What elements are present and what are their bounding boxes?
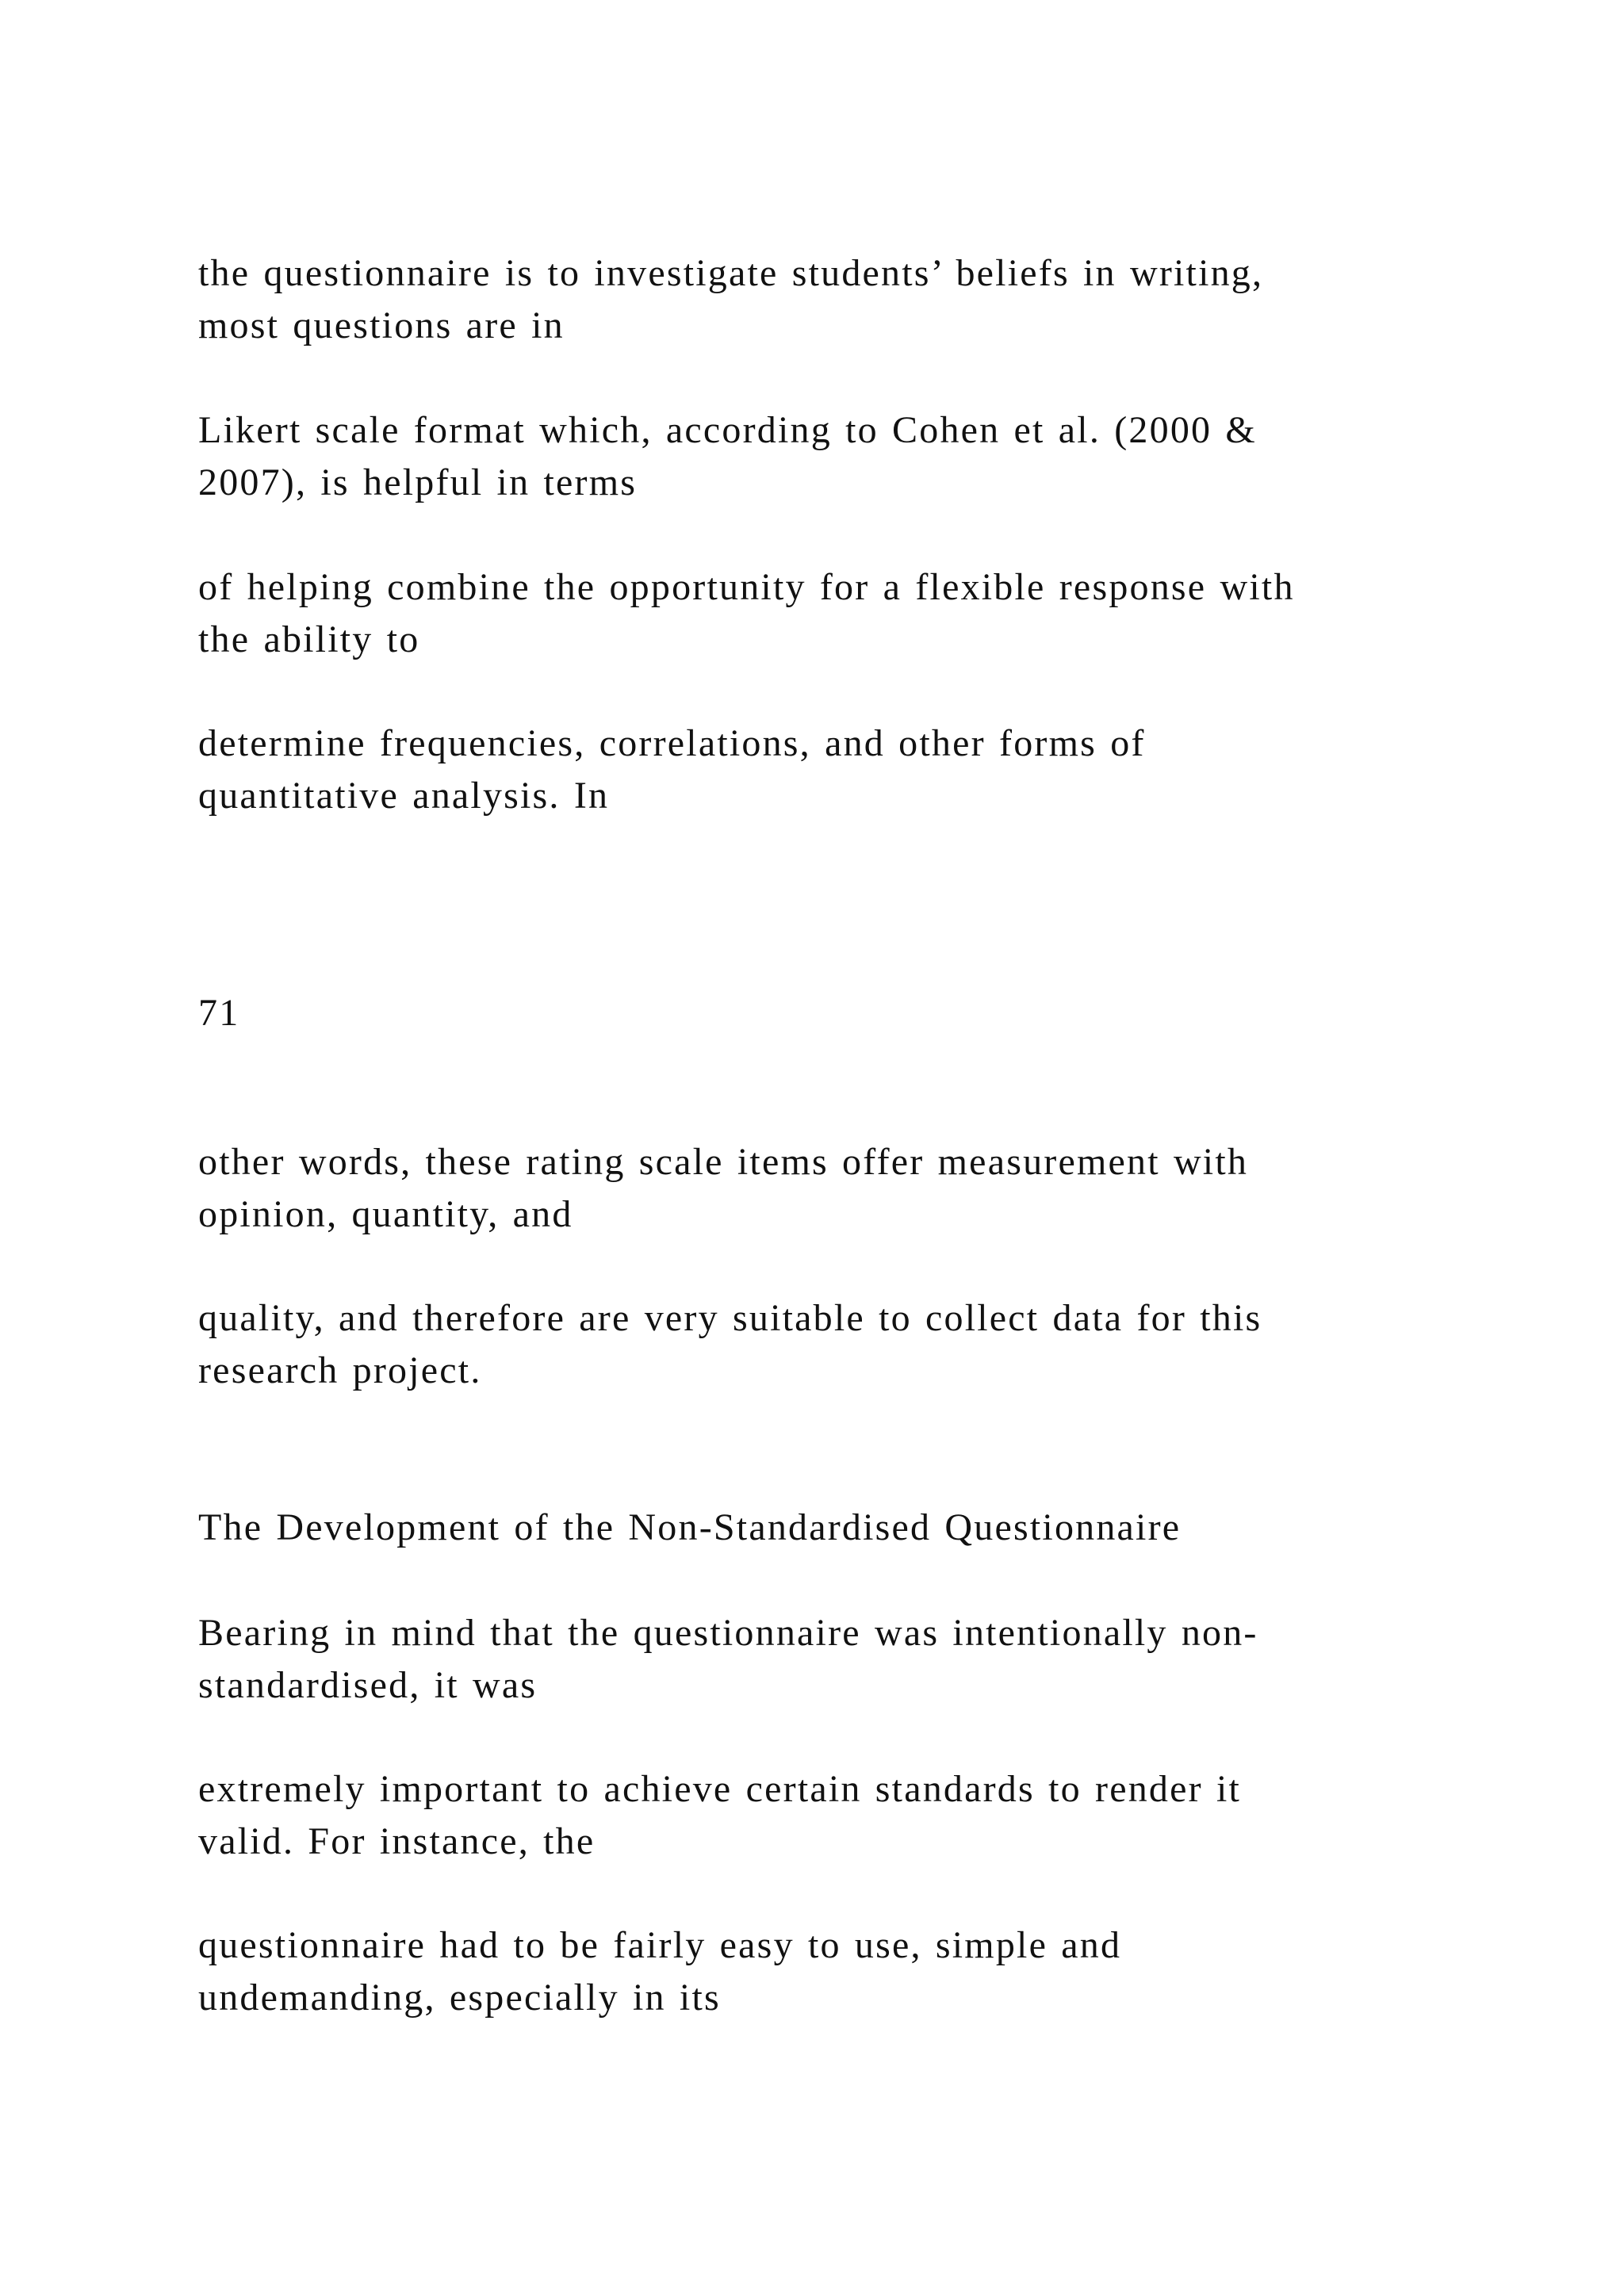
text-line: Likert scale format which, according to Cohen et al. (2000 & xyxy=(198,409,1257,451)
paragraph-line-pair xyxy=(198,1763,1499,1868)
text-line: most questions are in xyxy=(198,304,565,346)
text-line: valid. For instance, the xyxy=(198,1820,596,1862)
paragraph-line-pair xyxy=(198,1607,1499,1712)
paragraph-line-pair xyxy=(198,404,1499,509)
text-line: quantitative analysis. In xyxy=(198,775,610,817)
text-line: undemanding, especially in its xyxy=(198,1976,721,2019)
page-number xyxy=(198,987,1499,1039)
paragraph-line-pair xyxy=(198,1292,1499,1397)
paragraph-line-pair xyxy=(198,561,1499,666)
section-heading-text: The Development of the Non-Standardised Questionnaire xyxy=(198,1506,1182,1548)
page-number-text: 71 xyxy=(198,992,240,1034)
text-line: of helping combine the opportunity for a flexible response with xyxy=(198,566,1295,608)
text-line: the ability to xyxy=(198,618,420,660)
text-line: research project. xyxy=(198,1349,482,1391)
text-line: quality, and therefore are very suitable to collect data for this xyxy=(198,1297,1262,1339)
paragraph-line-pair xyxy=(198,718,1499,822)
paragraph-line-pair xyxy=(198,1919,1499,2024)
text-line: 2007), is helpful in terms xyxy=(198,461,638,503)
text-line: Bearing in mind that the questionnaire was intentionally non- xyxy=(198,1612,1258,1654)
section-heading xyxy=(198,1502,1499,1554)
text-line: determine frequencies, correlations, and other forms of xyxy=(198,722,1146,764)
text-line: other words, these rating scale items offer measurement with xyxy=(198,1141,1249,1183)
text-line: standardised, it was xyxy=(198,1664,538,1706)
text-line: questionnaire had to be fairly easy to use, simple and xyxy=(198,1924,1122,1966)
text-line: extremely important to achieve certain standards to render it xyxy=(198,1768,1242,1810)
paragraph-line-pair xyxy=(198,247,1499,352)
text-line: the questionnaire is to investigate students’ beliefs in writing, xyxy=(198,252,1264,294)
paragraph-line-pair xyxy=(198,1136,1499,1241)
text-line: opinion, quantity, and xyxy=(198,1193,573,1235)
